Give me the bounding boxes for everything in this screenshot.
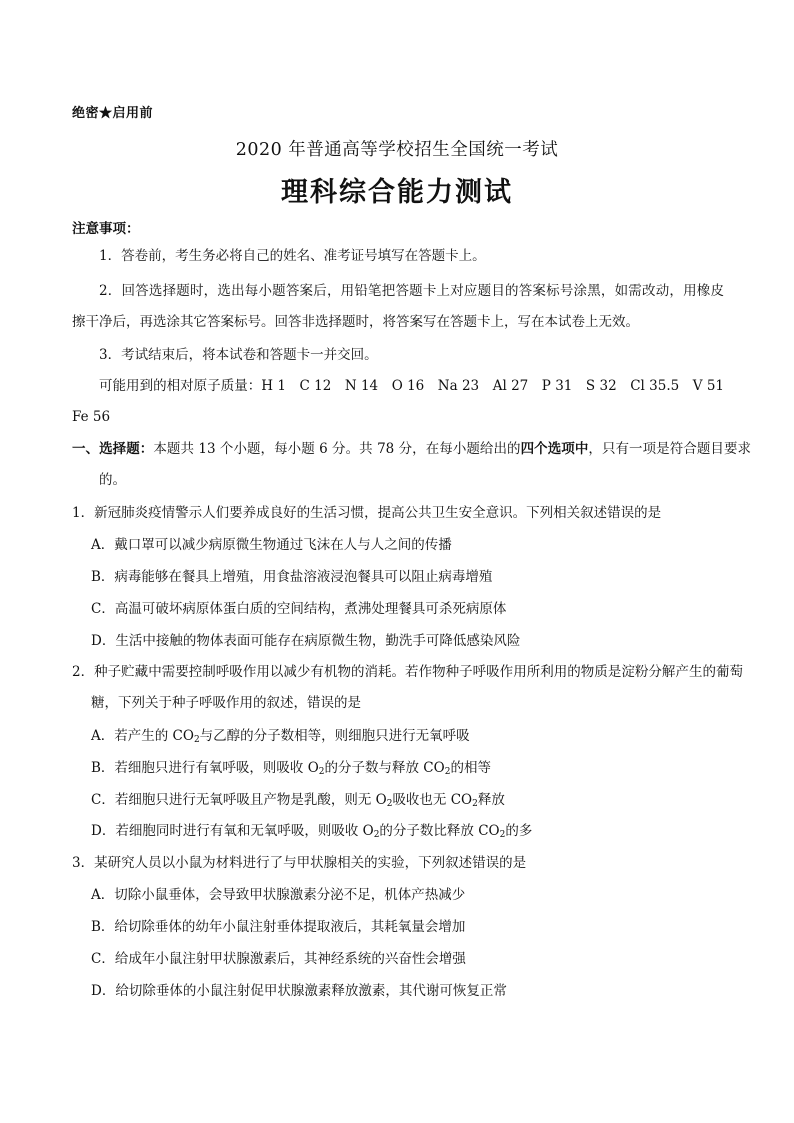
notice-item-1: 1．答卷前，考生务必将自己的姓名、准考证号填写在答题卡上。 bbox=[99, 248, 486, 264]
exam-title: 2020 年普通高等学校招生全国统一考试 bbox=[235, 140, 559, 160]
question-1-option-b: B．病毒能够在餐具上增殖，用食盐溶液浸泡餐具可以阻止病毒增殖 bbox=[91, 569, 493, 585]
question-1-stem: 1．新冠肺炎疫情警示人们要养成良好的生活习惯，提高公共卫生安全意识。下列相关叙述错误的是 bbox=[72, 505, 662, 521]
question-2-option-a: A．若产生的 $CO_2$与乙醇的分子数相等，则细胞只进行无氧呼吸 bbox=[91, 728, 470, 745]
section-bold-mid: 四个选项中 bbox=[520, 441, 589, 457]
atomic-mass-note: 可能用到的相对原子质量：H 1 C 12 N 14 O 16 Na 23 Al 27 P 31 S 32 Cl 35.5 V 51 Fe 56 bbox=[72, 378, 738, 425]
question-3-stem: 3．某研究人员以小鼠为材料进行了与甲状腺相关的实验，下列叙述错误的是 bbox=[72, 855, 527, 871]
question-1-option-d: D．生活中接触的物体表面可能存在病原微生物，勤洗手可降低感染风险 bbox=[91, 633, 521, 649]
question-2-option-c: C．若细胞只进行无氧呼吸且产物是乳酸，则无 $O_2$吸收也无 $CO_2$释放 bbox=[91, 792, 505, 809]
question-3-option-d: D．给切除垂体的小鼠注射促甲状腺激素释放激素，其代谢可恢复正常 bbox=[91, 983, 507, 999]
notice-item-2: 2．回答选择题时，选出每小题答案后，用铅笔把答题卡上对应题目的答案标号涂黑，如需改动，用橡皮擦干净后，再选涂其它答案标号。回答非选择题时，将答案写在答题卡上，写在本试卷上无效。 bbox=[72, 283, 724, 330]
notice-heading: 注意事项： bbox=[72, 221, 140, 237]
question-3-option-c: C．给成年小鼠注射甲状腺激素后，其神经系统的兴奋性会增强 bbox=[91, 951, 466, 967]
confidential-label: 绝密★启用前 bbox=[72, 106, 154, 121]
question-1-option-c: C．高温可破坏病原体蛋白质的空间结构，煮沸处理餐具可杀死病原体 bbox=[91, 601, 507, 617]
question-3-option-a: A．切除小鼠垂体，会导致甲状腺激素分泌不足，机体产热减少 bbox=[91, 887, 466, 903]
notice-item-3: 3．考试结束后，将本试卷和答题卡一并交回。 bbox=[99, 347, 378, 363]
question-3-option-b: B．给切除垂体的幼年小鼠注射垂体提取液后，其耗氧量会增加 bbox=[91, 919, 466, 935]
question-1-option-a: A．戴口罩可以减少病原微生物通过飞沫在人与人之间的传播 bbox=[91, 537, 452, 553]
section-prefix: 一、选择题： bbox=[72, 441, 154, 457]
section-text-b: ，只有一项是符合题目要求的。 bbox=[99, 441, 752, 488]
question-2-option-b: B．若细胞只进行有氧呼吸，则吸收 $O_2$的分子数与释放 $CO_2$的相等 bbox=[91, 760, 491, 777]
subject-title: 理科综合能力测试 bbox=[281, 177, 513, 208]
question-2-option-d: D．若细胞同时进行有氧和无氧呼吸，则吸收 $O_2$的分子数比释放 $CO_2$的多 bbox=[91, 823, 533, 840]
question-2-stem: 2．种子贮藏中需要控制呼吸作用以减少有机物的消耗。若作物种子呼吸作用所利用的物质是淀粉分解产生的葡萄糖，下列关于种子呼吸作用的叙述，错误的是 bbox=[72, 664, 743, 711]
section-instructions bbox=[72, 434, 751, 496]
section-text-a: 本题共 13 个小题，每小题 6 分。共 78 分，在每小题给出的 bbox=[153, 441, 521, 457]
